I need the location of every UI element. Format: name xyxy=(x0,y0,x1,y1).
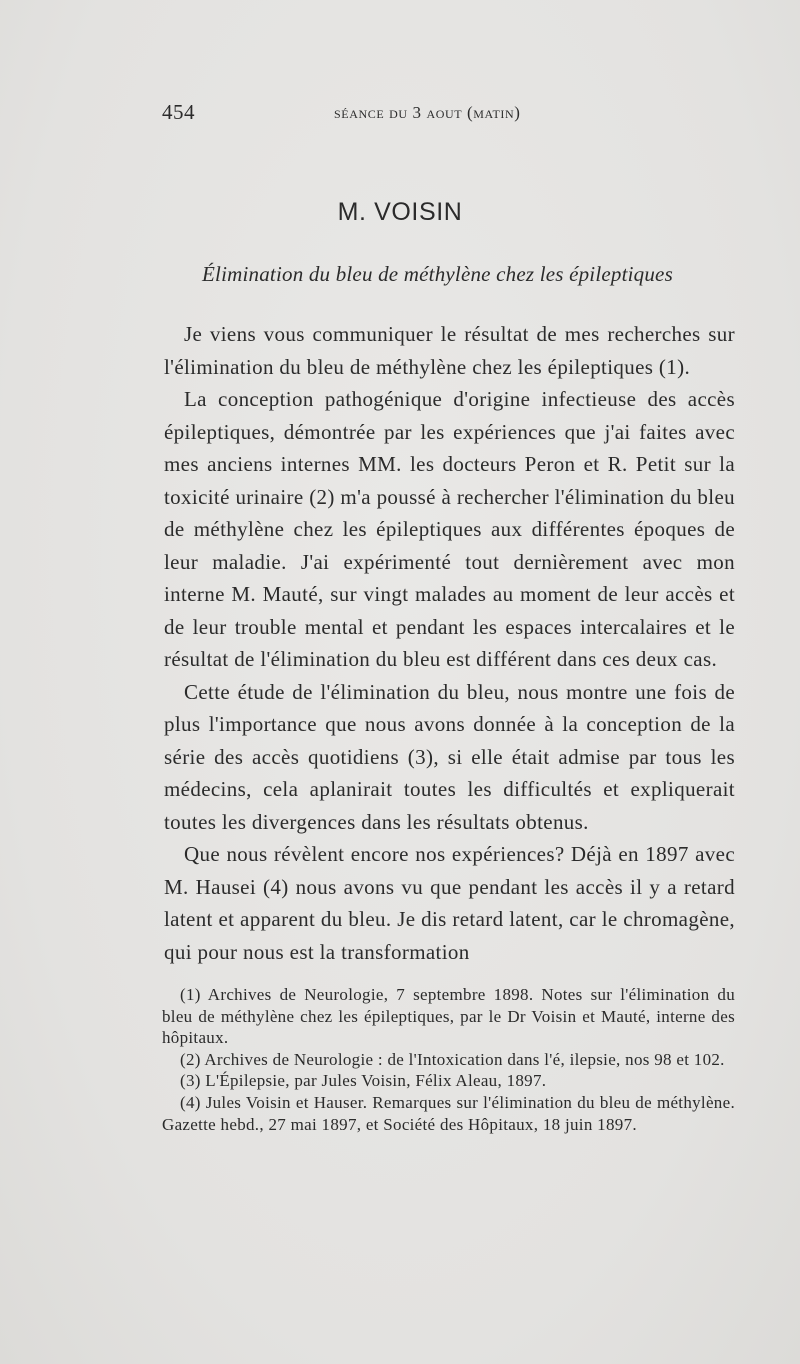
page-number: 454 xyxy=(162,100,195,124)
footnotes xyxy=(162,984,735,1135)
footnote: (4) Jules Voisin et Hauser. Remarques sur l'élimination du bleu de méthylène. Gazette hebd., 27 mai 1897, et Société des Hôpitaux, 18 juin 1897. xyxy=(162,1092,735,1134)
running-head: séance du 3 aout (matin) xyxy=(334,103,521,122)
page-header xyxy=(162,100,732,130)
paragraph: La conception pathogénique d'origine infectieuse des accès épileptiques, démontrée par les expériences que j'ai faites avec mes anciens internes MM. les docteurs Peron et R. Petit sur la toxicité urinaire (2) m'a poussé à rechercher l'élimination du bleu de méthylène chez les épileptiques aux différentes époques de leur maladie. J'ai expérimenté tout dernièrement avec mon interne M. Mauté, sur vingt malades au moment de leur accès et de leur trouble mental et pendant les espaces intercalaires et le résultat de l'élimination du bleu est différent dans ces deux cas. xyxy=(164,387,735,671)
paragraph: Que nous révèlent encore nos expériences? Déjà en 1897 avec M. Hausei (4) nous avons vu que pendant les accès il y a retard latent et apparent du bleu. Je dis retard latent, car le chromagène, qui pour nous est la transformation xyxy=(164,842,735,964)
paragraph: Je viens vous communiquer le résultat de mes recherches sur l'élimination du bleu de méthylène chez les épileptiques (1). xyxy=(164,322,735,379)
footnote: (3) L'Épilepsie, par Jules Voisin, Félix Aleau, 1897. xyxy=(180,1071,547,1091)
body-text xyxy=(164,318,735,968)
paragraph: Cette étude de l'élimination du bleu, nous montre une fois de plus l'importance que nous avons donnée à la conception de la série des accès quotidiens (3), si elle était admise par tous les médecins, cela aplanirait toutes les difficultés et expliquerait toutes les divergences dans les résultats obtenus. xyxy=(164,679,735,834)
author-heading: M. VOISIN xyxy=(337,198,463,226)
footnote: (2) Archives de Neurologie : de l'Intoxication dans l'é, ilepsie, nos 98 et 102. xyxy=(180,1049,725,1069)
article-title: Élimination du bleu de méthylène chez les épileptiques xyxy=(202,262,673,286)
footnote: (1) Archives de Neurologie, 7 septembre 1898. Notes sur l'élimination du bleu de méthylène chez les épileptiques, par le Dr Voisin et Mauté, interne des hôpitaux. xyxy=(162,985,735,1048)
